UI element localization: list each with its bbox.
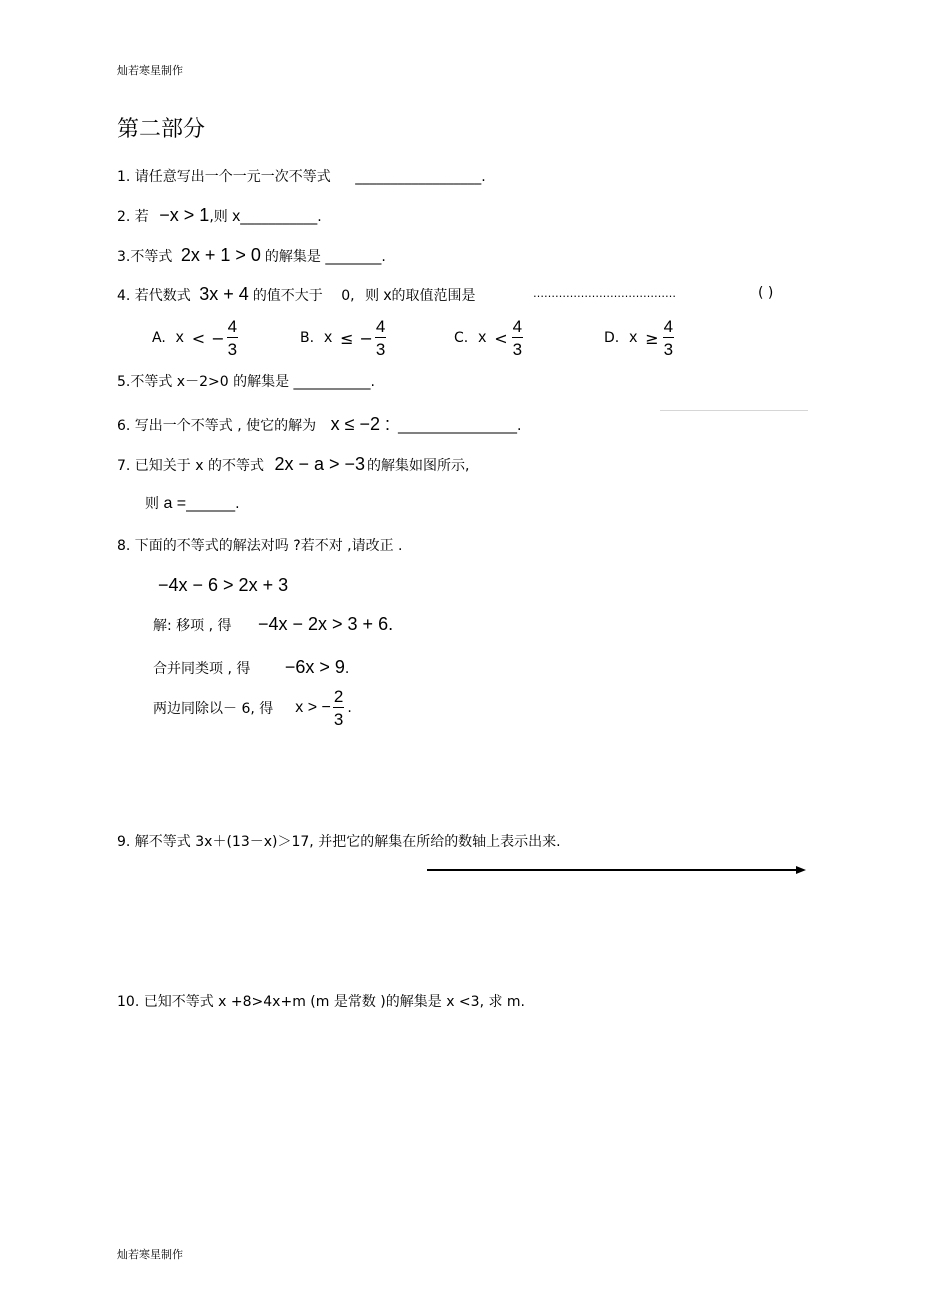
question-7-suffix: 的解集如图所示, (367, 458, 470, 474)
option-b-fraction (375, 318, 386, 358)
question-3 (117, 245, 386, 266)
question-8-step1-text: 解: 移项 , 得 (153, 618, 232, 634)
question-4-zero: 0, (341, 288, 355, 304)
question-2 (117, 205, 322, 226)
option-a-numerator: 4 (227, 317, 238, 336)
option-c-numerator: 4 (512, 317, 523, 336)
question-7-math: 2x − a > −3 (274, 454, 366, 474)
question-7 (117, 454, 469, 475)
question-7-blank: _______ (186, 496, 236, 512)
question-5 (117, 371, 375, 391)
question-1-end: . (481, 169, 486, 185)
option-a-label: A. (152, 330, 166, 346)
header-watermark: 灿若寒星制作 (117, 64, 183, 77)
option-a (152, 318, 238, 358)
question-8-step3-fraction (333, 688, 344, 728)
question-4 (117, 284, 476, 305)
question-8-step-1 (153, 614, 393, 635)
question-4-var: x (383, 287, 392, 304)
question-2-mid: ,则 (209, 209, 228, 225)
option-b (300, 318, 386, 358)
question-2-var: x (232, 208, 241, 225)
question-8-step1-math: −4x − 2x > 3 + 6. (257, 614, 394, 634)
question-4-prefix: 4. 若代数式 (117, 288, 191, 304)
option-b-denominator: 3 (375, 340, 386, 359)
question-3-suffix: 的解集是 (264, 249, 321, 265)
section-title: 第二部分 (117, 117, 206, 142)
question-3-end: . (381, 249, 386, 265)
question-4-then: 则 (365, 288, 380, 304)
question-5-end: . (370, 374, 375, 390)
question-4-answer-paren: ( ) (758, 285, 774, 301)
question-4-suffix: 的取值范围是 (391, 288, 476, 304)
question-3-math: 2x + 1 > 0 (180, 245, 261, 265)
option-d-var: x (629, 329, 638, 346)
option-c-fraction (512, 318, 523, 358)
question-6-blank: _________________ (398, 418, 518, 434)
question-8-step2-text: 合并同类项 , 得 (153, 661, 251, 677)
question-10: 10. 已知不等式 x +8>4x+m (m 是常数 )的解集是 x <3, 求 m. (117, 994, 526, 1010)
option-d-numerator: 4 (663, 317, 674, 336)
question-4-math: 3x + 4 (199, 284, 249, 304)
question-5-text: 5.不等式 x－2>0 的解集是 (117, 374, 290, 390)
faint-rule (660, 410, 808, 411)
question-3-blank: ________ (325, 249, 382, 265)
option-b-label: B. (300, 330, 315, 346)
number-line-arrowhead (796, 866, 806, 874)
option-c-var: x (478, 329, 487, 346)
question-9: 9. 解不等式 3x＋(13－x)＞17, 并把它的解集在所给的数轴上表示出来. (117, 834, 561, 850)
question-8-step-2: 合并同类项 , 得 −6x > 9. (153, 657, 350, 677)
number-line (426, 863, 808, 877)
question-7-line2-math: a = (163, 495, 187, 512)
question-8-step3-math: x > − (295, 699, 331, 716)
option-c-denominator: 3 (512, 340, 523, 359)
option-a-denominator: 3 (227, 340, 238, 359)
question-5-blank: ___________ (293, 374, 371, 390)
option-d-label: D. (604, 330, 620, 346)
question-8: 8. 下面的不等式的解法对吗 ?若不对 ,请改正 . (117, 538, 403, 554)
question-8-step-3: 两边同除以－ 6, 得 x > − $\frac{2}{3}$ . (153, 687, 352, 729)
option-a-var: x (175, 329, 184, 346)
option-a-symbol: < (191, 328, 206, 348)
question-6-math: x ≤ −2 : (330, 414, 391, 434)
option-a-sign: − (211, 328, 225, 348)
question-2-prefix: 2. 若 (117, 209, 149, 225)
option-d-denominator: 3 (663, 340, 674, 359)
question-4-mid: 的值不大于 (252, 288, 323, 304)
question-7-line-2 (145, 493, 240, 513)
option-b-symbol: ≤ (340, 328, 354, 348)
question-1 (117, 166, 486, 186)
option-d (604, 318, 674, 358)
question-4-dots: ………………………………… (533, 287, 676, 300)
question-8-step3-text: 两边同除以－ 6, 得 (153, 701, 274, 717)
question-8-step3-numerator: 2 (333, 687, 344, 706)
question-8-step3-denominator: 3 (333, 710, 344, 729)
option-b-sign: − (359, 328, 373, 348)
option-a-fraction (227, 318, 238, 358)
option-c (454, 318, 523, 358)
question-3-prefix: 3.不等式 (117, 249, 173, 265)
question-1-blank: __________________ (355, 169, 482, 185)
option-c-label: C. (454, 330, 469, 346)
question-2-math: −x > 1 (159, 205, 210, 225)
question-8-step2-math: −6x > 9 (284, 657, 345, 677)
question-1-text: 1. 请任意写出一个一元一次不等式 (117, 169, 331, 185)
question-6 (117, 414, 521, 435)
question-2-end: . (317, 209, 322, 225)
question-6-text: 6. 写出一个不等式 , 使它的解为 (117, 418, 317, 434)
option-b-numerator: 4 (375, 317, 386, 336)
question-7-line2-prefix: 则 (145, 496, 159, 512)
question-6-end: . (517, 418, 522, 434)
question-7-prefix: 7. 已知关于 x 的不等式 (117, 458, 264, 474)
question-2-blank: ___________ (240, 209, 318, 225)
option-b-var: x (324, 329, 333, 346)
question-8-inequality: −4x − 6 > 2x + 3 (158, 575, 289, 595)
question-7-end: . (235, 496, 240, 512)
option-c-symbol: < (494, 328, 508, 348)
footer-watermark: 灿若寒星制作 (117, 1248, 183, 1261)
option-d-fraction (663, 318, 674, 358)
option-d-symbol: ≥ (645, 328, 659, 348)
